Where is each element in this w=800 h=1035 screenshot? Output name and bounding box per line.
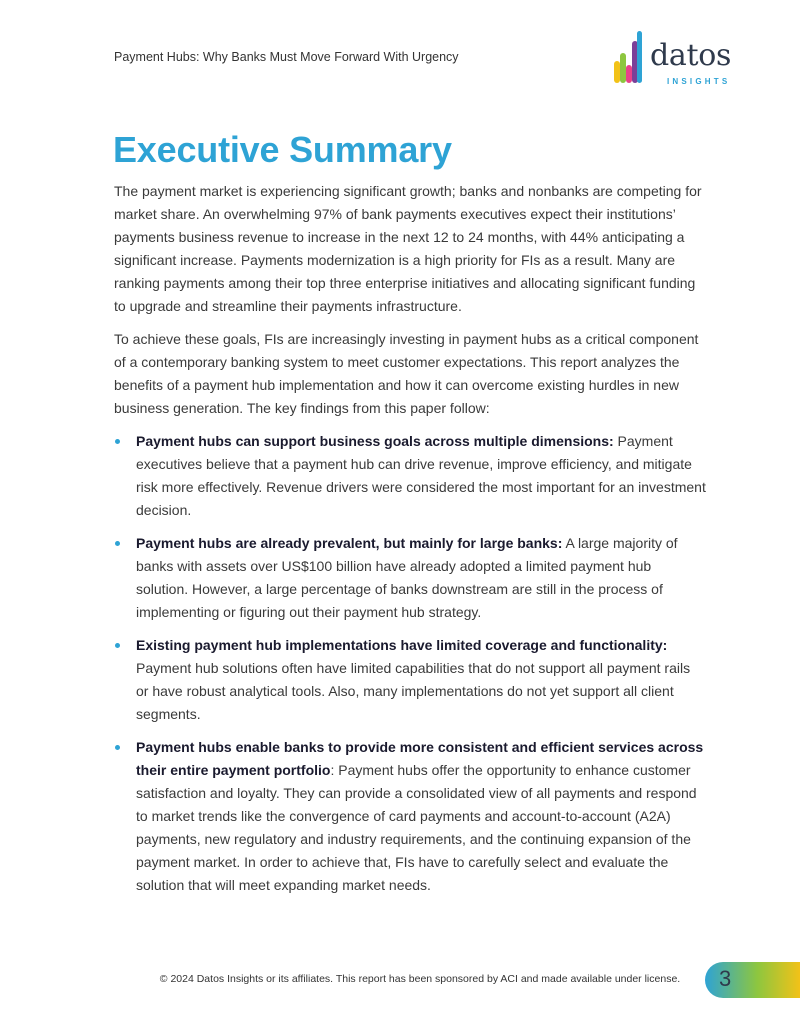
finding-text: A large majority of banks with assets over US$100 billion have already adopted a limited payment hub solution. However, a large percentage of banks downstream are still in the process of implementing or figuring out their payment hub strategy. (136, 535, 678, 620)
key-findings-list (114, 430, 706, 897)
footer-copyright: © 2024 Datos Insights or its affiliates. This report has been sponsored by ACI and made available under license. (159, 973, 681, 985)
page-title: Executive Summary (113, 129, 452, 170)
finding-text: Payment hub solutions often have limited capabilities that do not support all payment rails or have robust analytical tools. Also, many implementations do not yet support all client segments. (136, 660, 691, 722)
main-content (114, 180, 706, 907)
finding-lead: Existing payment hub implementations have limited coverage and functionality: (136, 637, 668, 653)
list-item (114, 532, 706, 624)
logo-subtitle: INSIGHTS (667, 77, 731, 86)
intro-paragraph: The payment market is experiencing significant growth; banks and nonbanks are competing for market share. An overwhelming 97% of bank payments executives expect their institutions’ payments business revenue to increase in the next 12 to 24 months, with 44% anticipating a significant increase. Payments modernization is a high priority for FIs as a result. Many are ranking payments among their top three enterprise initiatives and allocating significant funding to upgrade and streamline their payments infrastructure. (114, 183, 702, 314)
list-item (114, 736, 706, 897)
logo-bar (637, 31, 642, 83)
intro-paragraph: To achieve these goals, FIs are increasingly investing in payment hubs as a critical component of a contemporary banking system to meet customer expectations. This report analyzes the benefits of a payment hub implementation and how it can overcome existing hurdles in new business generation. The key findings from this paper follow: (114, 331, 699, 416)
list-item (114, 634, 706, 726)
finding-lead: Payment hubs enable banks to provide more consistent and efficient services across their entire payment portfolio (136, 739, 704, 778)
bullet-icon (115, 439, 120, 444)
logo-wordmark: datos (650, 38, 732, 73)
logo-bars-icon (614, 31, 644, 83)
datos-insights-logo (614, 31, 744, 87)
running-header: Payment Hubs: Why Banks Must Move Forward With Urgency (114, 50, 459, 64)
page-number: 3 (719, 966, 732, 991)
list-item (114, 430, 706, 522)
bullet-icon (115, 541, 120, 546)
bullet-icon (115, 643, 120, 648)
bullet-icon (115, 745, 120, 750)
page-number-tab (705, 962, 800, 998)
finding-lead: Payment hubs can support business goals across multiple dimensions: (136, 433, 614, 449)
finding-lead: Payment hubs are already prevalent, but mainly for large banks: (136, 535, 563, 551)
finding-text: : Payment hubs offer the opportunity to enhance customer satisfaction and loyalty. They can provide a consolidated view of all payments and respond to market trends like the convergence of card payments and account-to-account (A2A) payments, new regulatory and industry requirements, and the continuing expansion of the payment market. In order to achieve that, FIs have to carefully select and evaluate the solution that will meet expanding market needs. (136, 762, 697, 893)
finding-text: Payment executives believe that a payment hub can drive revenue, improve efficiency, and mitigate risk more effectively. Revenue drivers were considered the most important for an investment decision. (136, 433, 706, 518)
